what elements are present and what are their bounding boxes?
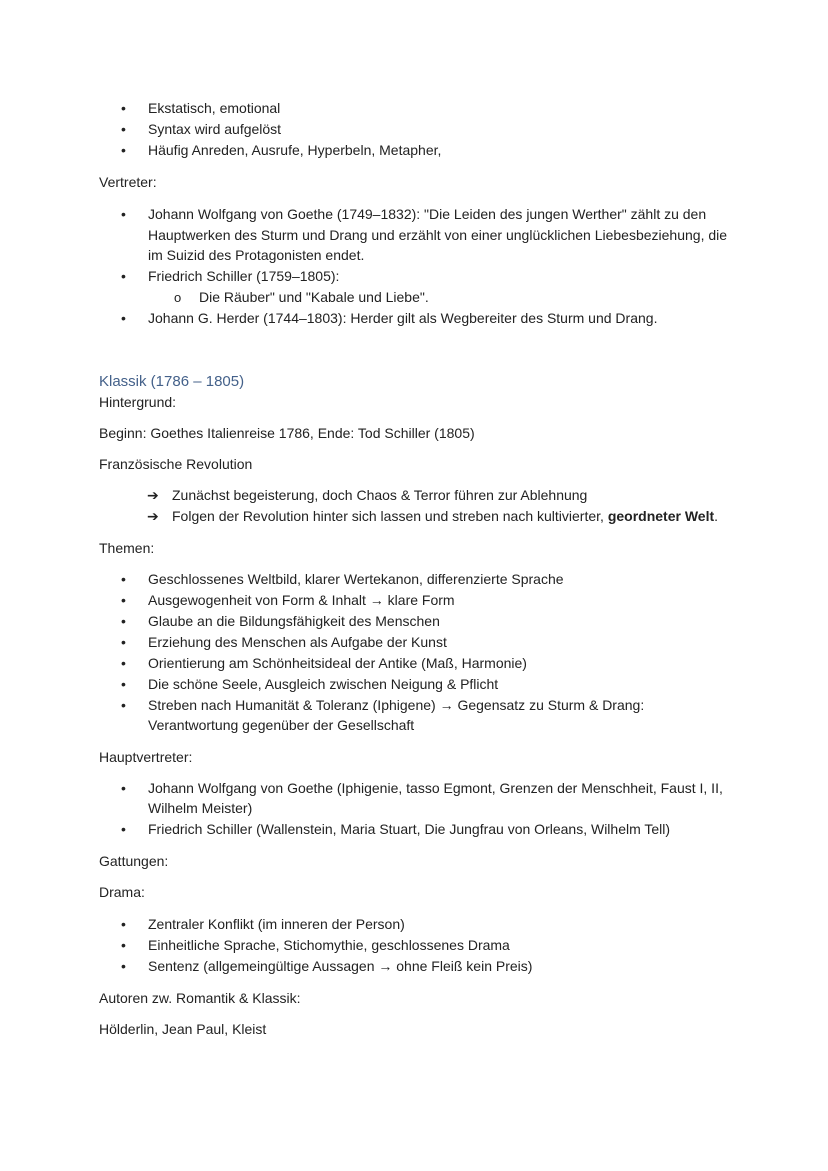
list-item-cont: Verantwortung gegenüber der Gesellschaft <box>148 717 415 733</box>
bullet-marker: • <box>121 821 126 837</box>
arrow-list-item-text: Folgen der Revolution hinter sich lassen und streben nach kultivierter, <box>172 508 608 524</box>
list-item: Geschlossenes Weltbild, klarer Wertekanon, differenzierte Sprache <box>148 571 564 587</box>
bullet-marker: • <box>121 916 126 932</box>
bullet-marker: • <box>121 937 126 953</box>
sub-bullet-marker: o <box>174 290 182 305</box>
hintergrund-label: Hintergrund: <box>99 394 177 410</box>
list-item-goethe: Johann Wolfgang von Goethe (1749–1832): "Die Leiden des jungen Werther" zählt zu den <box>148 206 707 222</box>
hauptvertreter-label: Hauptvertreter: <box>99 749 193 765</box>
list-item: Erziehung des Menschen als Aufgabe der Kunst <box>148 634 447 650</box>
list-item: Streben nach Humanität & Toleranz (Iphigene) → Gegensatz zu Sturm & Drang: <box>148 697 645 713</box>
bullet-marker: • <box>121 571 126 587</box>
list-item-cont: Wilhelm Meister) <box>148 800 253 816</box>
revolution-label: Französische Revolution <box>99 456 253 472</box>
list-item: Zentraler Konflikt (im inneren der Person) <box>148 916 405 932</box>
autoren-text: Hölderlin, Jean Paul, Kleist <box>99 1021 267 1037</box>
emphasis-text: geordneter Welt <box>607 508 715 524</box>
list-item: Einheitliche Sprache, Stichomythie, geschlossenes Drama <box>148 937 510 953</box>
bullet-marker: • <box>121 780 126 796</box>
gattungen-label: Gattungen: <box>99 853 169 869</box>
section-heading-klassik: Klassik (1786 – 1805) <box>99 373 245 390</box>
list-item-herder: Johann G. Herder (1744–1803): Herder gilt als Wegbereiter des Sturm und Drang. <box>148 310 658 326</box>
list-item: Friedrich Schiller (Wallenstein, Maria Stuart, Die Jungfrau von Orleans, Wilhelm Tell) <box>148 821 671 837</box>
arrow-list-item-suffix: . <box>714 508 719 524</box>
bullet-marker: • <box>121 100 126 116</box>
bullet-marker: • <box>121 634 126 650</box>
list-item: Sentenz (allgemeingültige Aussagen → ohne Fleiß kein Preis) <box>148 958 533 974</box>
beginn-text: Beginn: Goethes Italienreise 1786, Ende: Tod Schiller (1805) <box>99 425 475 441</box>
list-item-goethe-cont: im Suizid des Protagonisten endet. <box>148 247 365 263</box>
bullet-marker: • <box>121 142 126 158</box>
list-item: Ekstatisch, emotional <box>148 100 281 116</box>
sub-list-item: Die Räuber" und "Kabale und Liebe". <box>199 289 429 305</box>
bullet-marker: • <box>121 697 126 713</box>
bullet-marker: • <box>121 121 126 137</box>
list-item: Ausgewogenheit von Form & Inhalt → klare Form <box>148 592 455 608</box>
list-item: Syntax wird aufgelöst <box>148 121 282 137</box>
list-item-goethe-cont: Hauptwerken des Sturm und Drang und erzählt von einer unglücklichen Liebesbeziehung, die <box>148 227 728 243</box>
arrow-list-item: Zunächst begeisterung, doch Chaos & Terror führen zur Ablehnung <box>172 487 588 503</box>
bullet-marker: • <box>121 310 126 326</box>
bullet-marker: • <box>121 676 126 692</box>
arrow-list-item <box>172 506 718 527</box>
drama-label: Drama: <box>99 884 145 900</box>
list-item-schiller: Friedrich Schiller (1759–1805): <box>148 268 340 284</box>
bullet-marker: • <box>121 592 126 608</box>
themen-label: Themen: <box>99 540 155 556</box>
list-item: Häufig Anreden, Ausrufe, Hyperbeln, Metapher, <box>148 142 442 158</box>
vertreter-label: Vertreter: <box>99 174 157 190</box>
arrow-icon: ➔ <box>147 508 159 524</box>
bullet-marker: • <box>121 958 126 974</box>
list-item: Johann Wolfgang von Goethe (Iphigenie, tasso Egmont, Grenzen der Menschheit, Faust I, II, <box>148 780 723 796</box>
list-item: Orientierung am Schönheitsideal der Antike (Maß, Harmonie) <box>148 655 527 671</box>
bullet-marker: • <box>121 613 126 629</box>
list-item: Glaube an die Bildungsfähigkeit des Menschen <box>148 613 440 629</box>
bullet-marker: • <box>121 655 126 671</box>
bullet-marker: • <box>121 206 126 222</box>
arrow-icon: ➔ <box>147 487 159 503</box>
list-item: Die schöne Seele, Ausgleich zwischen Neigung & Pflicht <box>148 676 499 692</box>
bullet-marker: • <box>121 268 126 284</box>
autoren-label: Autoren zw. Romantik & Klassik: <box>99 990 301 1006</box>
